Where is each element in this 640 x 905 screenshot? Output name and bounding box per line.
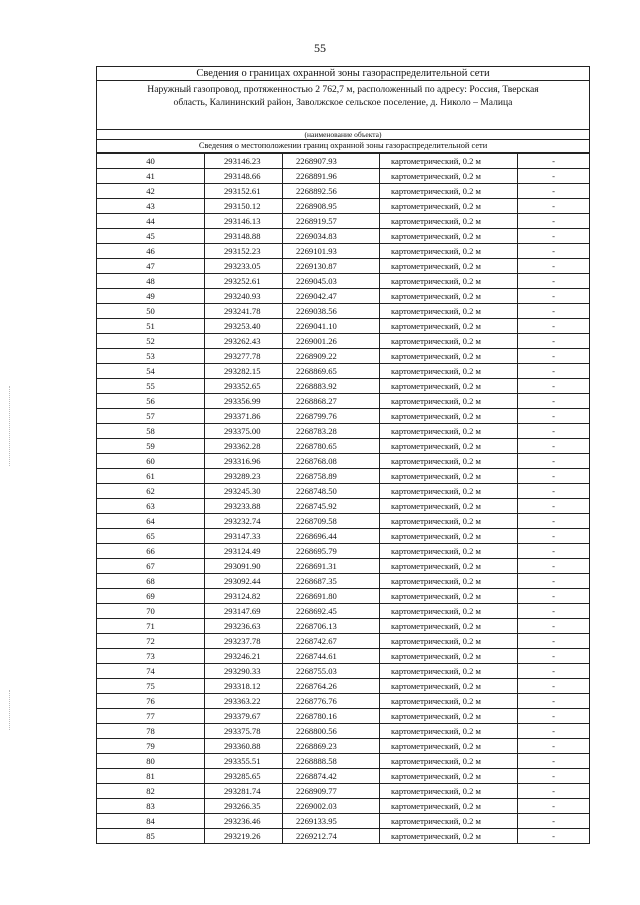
method-cell: картометрический, 0.2 м (380, 364, 518, 379)
y-coordinate-cell: 2268868.27 (283, 394, 380, 409)
point-number-cell: 82 (97, 784, 205, 799)
extra-cell: - (518, 304, 590, 319)
y-coordinate-cell: 2268758.89 (283, 469, 380, 484)
x-coordinate-cell: 293360.88 (205, 739, 283, 754)
method-cell: картометрический, 0.2 м (380, 814, 518, 829)
method-cell: картометрический, 0.2 м (380, 589, 518, 604)
extra-cell: - (518, 514, 590, 529)
x-coordinate-cell: 293252.61 (205, 274, 283, 289)
x-coordinate-cell: 293237.78 (205, 634, 283, 649)
y-coordinate-cell: 2268696.44 (283, 529, 380, 544)
x-coordinate-cell: 293147.69 (205, 604, 283, 619)
table-row (97, 559, 589, 574)
y-coordinate-cell: 2268755.03 (283, 664, 380, 679)
method-cell: картометрический, 0.2 м (380, 514, 518, 529)
x-coordinate-cell: 293290.33 (205, 664, 283, 679)
y-coordinate-cell: 2268909.22 (283, 349, 380, 364)
table-row (97, 814, 589, 829)
point-number-cell: 46 (97, 244, 205, 259)
spacer (97, 117, 589, 129)
y-coordinate-cell: 2269130.87 (283, 259, 380, 274)
x-coordinate-cell: 293124.82 (205, 589, 283, 604)
extra-cell: - (518, 349, 590, 364)
table-row (97, 394, 589, 409)
table-row (97, 769, 589, 784)
point-number-cell: 72 (97, 634, 205, 649)
x-coordinate-cell: 293285.65 (205, 769, 283, 784)
extra-cell: - (518, 379, 590, 394)
table-row (97, 244, 589, 259)
y-coordinate-cell: 2268891.96 (283, 169, 380, 184)
x-coordinate-cell: 293352.65 (205, 379, 283, 394)
extra-cell: - (518, 649, 590, 664)
table-row (97, 724, 589, 739)
method-cell: картометрический, 0.2 м (380, 319, 518, 334)
extra-cell: - (518, 169, 590, 184)
extra-cell: - (518, 199, 590, 214)
point-number-cell: 55 (97, 379, 205, 394)
y-coordinate-cell: 2268909.77 (283, 784, 380, 799)
y-coordinate-cell: 2268709.58 (283, 514, 380, 529)
x-coordinate-cell: 293363.22 (205, 694, 283, 709)
x-coordinate-cell: 293356.99 (205, 394, 283, 409)
table-row (97, 694, 589, 709)
boundary-document (96, 66, 590, 844)
table-row (97, 529, 589, 544)
table-row (97, 184, 589, 199)
table-row (97, 454, 589, 469)
method-cell: картометрический, 0.2 м (380, 424, 518, 439)
table-row (97, 754, 589, 769)
table-row (97, 439, 589, 454)
point-number-cell: 63 (97, 499, 205, 514)
table-row (97, 574, 589, 589)
x-coordinate-cell: 293375.78 (205, 724, 283, 739)
x-coordinate-cell: 293092.44 (205, 574, 283, 589)
extra-cell: - (518, 364, 590, 379)
method-cell: картометрический, 0.2 м (380, 484, 518, 499)
point-number-cell: 81 (97, 769, 205, 784)
table-row (97, 259, 589, 274)
object-caption: (наименование объекта) (97, 129, 589, 140)
table-row (97, 484, 589, 499)
table-row (97, 664, 589, 679)
object-description-line: Наружный газопровод, протяженностью 2 762,7 м, расположенный по адресу: Россия, Тверская (147, 84, 539, 95)
extra-cell: - (518, 634, 590, 649)
table-row (97, 514, 589, 529)
x-coordinate-cell: 293362.28 (205, 439, 283, 454)
method-cell: картометрический, 0.2 м (380, 679, 518, 694)
table-row (97, 274, 589, 289)
table-row (97, 829, 589, 844)
point-number-cell: 75 (97, 679, 205, 694)
extra-cell: - (518, 619, 590, 634)
method-cell: картометрический, 0.2 м (380, 559, 518, 574)
extra-cell: - (518, 409, 590, 424)
extra-cell: - (518, 394, 590, 409)
x-coordinate-cell: 293150.12 (205, 199, 283, 214)
table-row (97, 334, 589, 349)
point-number-cell: 67 (97, 559, 205, 574)
point-number-cell: 47 (97, 259, 205, 274)
table-row (97, 199, 589, 214)
table-row (97, 424, 589, 439)
method-cell: картометрический, 0.2 м (380, 529, 518, 544)
y-coordinate-cell: 2268764.26 (283, 679, 380, 694)
method-cell: картометрический, 0.2 м (380, 169, 518, 184)
extra-cell: - (518, 544, 590, 559)
x-coordinate-cell: 293246.21 (205, 649, 283, 664)
extra-cell: - (518, 769, 590, 784)
y-coordinate-cell: 2268799.76 (283, 409, 380, 424)
extra-cell: - (518, 784, 590, 799)
table-row (97, 679, 589, 694)
point-number-cell: 42 (97, 184, 205, 199)
x-coordinate-cell: 293375.00 (205, 424, 283, 439)
method-cell: картометрический, 0.2 м (380, 154, 518, 169)
point-number-cell: 74 (97, 664, 205, 679)
y-coordinate-cell: 2268691.31 (283, 559, 380, 574)
extra-cell: - (518, 799, 590, 814)
table-row (97, 634, 589, 649)
extra-cell: - (518, 574, 590, 589)
extra-cell: - (518, 274, 590, 289)
x-coordinate-cell: 293146.23 (205, 154, 283, 169)
y-coordinate-cell: 2268874.42 (283, 769, 380, 784)
table-row (97, 589, 589, 604)
extra-cell: - (518, 529, 590, 544)
table-row (97, 289, 589, 304)
point-number-cell: 73 (97, 649, 205, 664)
method-cell: картометрический, 0.2 м (380, 334, 518, 349)
y-coordinate-cell: 2268768.08 (283, 454, 380, 469)
point-number-cell: 77 (97, 709, 205, 724)
scan-margin-mark (9, 386, 11, 466)
x-coordinate-cell: 293355.51 (205, 754, 283, 769)
table-row (97, 379, 589, 394)
x-coordinate-cell: 293316.96 (205, 454, 283, 469)
extra-cell: - (518, 814, 590, 829)
y-coordinate-cell: 2268742.67 (283, 634, 380, 649)
method-cell: картометрический, 0.2 м (380, 649, 518, 664)
method-cell: картометрический, 0.2 м (380, 499, 518, 514)
extra-cell: - (518, 229, 590, 244)
table-row (97, 499, 589, 514)
y-coordinate-cell: 2268706.13 (283, 619, 380, 634)
method-cell: картометрический, 0.2 м (380, 379, 518, 394)
y-coordinate-cell: 2268908.95 (283, 199, 380, 214)
point-number-cell: 60 (97, 454, 205, 469)
extra-cell: - (518, 319, 590, 334)
point-number-cell: 56 (97, 394, 205, 409)
table-row (97, 799, 589, 814)
y-coordinate-cell: 2269038.56 (283, 304, 380, 319)
y-coordinate-cell: 2268776.76 (283, 694, 380, 709)
method-cell: картометрический, 0.2 м (380, 829, 518, 844)
point-number-cell: 71 (97, 619, 205, 634)
point-number-cell: 68 (97, 574, 205, 589)
table-row (97, 364, 589, 379)
x-coordinate-cell: 293148.66 (205, 169, 283, 184)
point-number-cell: 45 (97, 229, 205, 244)
method-cell: картометрический, 0.2 м (380, 454, 518, 469)
point-number-cell: 70 (97, 604, 205, 619)
x-coordinate-cell: 293147.33 (205, 529, 283, 544)
point-number-cell: 51 (97, 319, 205, 334)
y-coordinate-cell: 2268691.80 (283, 589, 380, 604)
extra-cell: - (518, 589, 590, 604)
x-coordinate-cell: 293236.63 (205, 619, 283, 634)
y-coordinate-cell: 2268919.57 (283, 214, 380, 229)
method-cell: картометрический, 0.2 м (380, 604, 518, 619)
point-number-cell: 76 (97, 694, 205, 709)
method-cell: картометрический, 0.2 м (380, 244, 518, 259)
table-row (97, 409, 589, 424)
table-row (97, 709, 589, 724)
extra-cell: - (518, 424, 590, 439)
y-coordinate-cell: 2268692.45 (283, 604, 380, 619)
point-number-cell: 53 (97, 349, 205, 364)
extra-cell: - (518, 484, 590, 499)
method-cell: картометрический, 0.2 м (380, 469, 518, 484)
method-cell: картометрический, 0.2 м (380, 574, 518, 589)
method-cell: картометрический, 0.2 м (380, 784, 518, 799)
point-number-cell: 85 (97, 829, 205, 844)
method-cell: картометрический, 0.2 м (380, 694, 518, 709)
point-number-cell: 52 (97, 334, 205, 349)
point-number-cell: 61 (97, 469, 205, 484)
point-number-cell: 80 (97, 754, 205, 769)
method-cell: картометрический, 0.2 м (380, 289, 518, 304)
x-coordinate-cell: 293232.74 (205, 514, 283, 529)
extra-cell: - (518, 559, 590, 574)
extra-cell: - (518, 454, 590, 469)
y-coordinate-cell: 2268892.56 (283, 184, 380, 199)
extra-cell: - (518, 334, 590, 349)
section-title: Сведения о местоположении границ охранной зоны газораспределительной сети (97, 140, 589, 153)
method-cell: картометрический, 0.2 м (380, 634, 518, 649)
page-number: 55 (314, 41, 326, 55)
extra-cell: - (518, 244, 590, 259)
x-coordinate-cell: 293152.61 (205, 184, 283, 199)
scan-margin-mark (9, 690, 11, 730)
x-coordinate-cell: 293245.30 (205, 484, 283, 499)
y-coordinate-cell: 2269002.03 (283, 799, 380, 814)
x-coordinate-cell: 293281.74 (205, 784, 283, 799)
extra-cell: - (518, 259, 590, 274)
extra-cell: - (518, 469, 590, 484)
point-number-cell: 69 (97, 589, 205, 604)
x-coordinate-cell: 293379.67 (205, 709, 283, 724)
point-number-cell: 59 (97, 439, 205, 454)
point-number-cell: 58 (97, 424, 205, 439)
table-row (97, 784, 589, 799)
object-description-line: область, Калининский район, Заволжское сельское поселение, д. Николо – Малица (173, 97, 513, 108)
x-coordinate-cell: 293233.88 (205, 499, 283, 514)
document-title: Сведения о границах охранной зоны газораспределительной сети (97, 67, 589, 81)
method-cell: картометрический, 0.2 м (380, 619, 518, 634)
y-coordinate-cell: 2269212.74 (283, 829, 380, 844)
extra-cell: - (518, 679, 590, 694)
x-coordinate-cell: 293233.05 (205, 259, 283, 274)
point-number-cell: 54 (97, 364, 205, 379)
table-row (97, 154, 589, 169)
x-coordinate-cell: 293236.46 (205, 814, 283, 829)
y-coordinate-cell: 2269041.10 (283, 319, 380, 334)
point-number-cell: 49 (97, 289, 205, 304)
point-number-cell: 84 (97, 814, 205, 829)
method-cell: картометрический, 0.2 м (380, 349, 518, 364)
point-number-cell: 57 (97, 409, 205, 424)
x-coordinate-cell: 293318.12 (205, 679, 283, 694)
method-cell: картометрический, 0.2 м (380, 259, 518, 274)
x-coordinate-cell: 293219.26 (205, 829, 283, 844)
x-coordinate-cell: 293148.88 (205, 229, 283, 244)
point-number-cell: 66 (97, 544, 205, 559)
y-coordinate-cell: 2268783.28 (283, 424, 380, 439)
point-number-cell: 79 (97, 739, 205, 754)
x-coordinate-cell: 293241.78 (205, 304, 283, 319)
method-cell: картометрический, 0.2 м (380, 214, 518, 229)
x-coordinate-cell: 293266.35 (205, 799, 283, 814)
x-coordinate-cell: 293253.40 (205, 319, 283, 334)
y-coordinate-cell: 2268745.92 (283, 499, 380, 514)
y-coordinate-cell: 2269042.47 (283, 289, 380, 304)
point-number-cell: 41 (97, 169, 205, 184)
point-number-cell: 62 (97, 484, 205, 499)
method-cell: картометрический, 0.2 м (380, 199, 518, 214)
point-number-cell: 50 (97, 304, 205, 319)
method-cell: картометрический, 0.2 м (380, 184, 518, 199)
method-cell: картометрический, 0.2 м (380, 799, 518, 814)
method-cell: картометрический, 0.2 м (380, 664, 518, 679)
table-row (97, 214, 589, 229)
table-row (97, 169, 589, 184)
extra-cell: - (518, 154, 590, 169)
point-number-cell: 40 (97, 154, 205, 169)
table-row (97, 544, 589, 559)
point-number-cell: 78 (97, 724, 205, 739)
coordinates-table (97, 153, 589, 843)
method-cell: картометрический, 0.2 м (380, 544, 518, 559)
y-coordinate-cell: 2268883.92 (283, 379, 380, 394)
extra-cell: - (518, 664, 590, 679)
y-coordinate-cell: 2268744.61 (283, 649, 380, 664)
y-coordinate-cell: 2269045.03 (283, 274, 380, 289)
object-description (97, 81, 589, 117)
extra-cell: - (518, 739, 590, 754)
point-number-cell: 83 (97, 799, 205, 814)
y-coordinate-cell: 2269133.95 (283, 814, 380, 829)
x-coordinate-cell: 293124.49 (205, 544, 283, 559)
extra-cell: - (518, 709, 590, 724)
x-coordinate-cell: 293282.15 (205, 364, 283, 379)
table-row (97, 604, 589, 619)
method-cell: картометрический, 0.2 м (380, 394, 518, 409)
point-number-cell: 44 (97, 214, 205, 229)
method-cell: картометрический, 0.2 м (380, 229, 518, 244)
extra-cell: - (518, 214, 590, 229)
method-cell: картометрический, 0.2 м (380, 754, 518, 769)
extra-cell: - (518, 289, 590, 304)
x-coordinate-cell: 293277.78 (205, 349, 283, 364)
extra-cell: - (518, 724, 590, 739)
point-number-cell: 43 (97, 199, 205, 214)
extra-cell: - (518, 604, 590, 619)
y-coordinate-cell: 2268869.23 (283, 739, 380, 754)
y-coordinate-cell: 2268780.16 (283, 709, 380, 724)
x-coordinate-cell: 293289.23 (205, 469, 283, 484)
method-cell: картометрический, 0.2 м (380, 409, 518, 424)
table-row (97, 304, 589, 319)
table-row (97, 319, 589, 334)
y-coordinate-cell: 2268888.58 (283, 754, 380, 769)
point-number-cell: 48 (97, 274, 205, 289)
method-cell: картометрический, 0.2 м (380, 439, 518, 454)
extra-cell: - (518, 439, 590, 454)
x-coordinate-cell: 293091.90 (205, 559, 283, 574)
table-row (97, 469, 589, 484)
y-coordinate-cell: 2269001.26 (283, 334, 380, 349)
method-cell: картометрический, 0.2 м (380, 709, 518, 724)
extra-cell: - (518, 694, 590, 709)
x-coordinate-cell: 293240.93 (205, 289, 283, 304)
method-cell: картометрический, 0.2 м (380, 304, 518, 319)
method-cell: картометрический, 0.2 м (380, 724, 518, 739)
y-coordinate-cell: 2268800.56 (283, 724, 380, 739)
y-coordinate-cell: 2268780.65 (283, 439, 380, 454)
point-number-cell: 65 (97, 529, 205, 544)
x-coordinate-cell: 293152.23 (205, 244, 283, 259)
method-cell: картометрический, 0.2 м (380, 739, 518, 754)
y-coordinate-cell: 2268748.50 (283, 484, 380, 499)
extra-cell: - (518, 829, 590, 844)
table-row (97, 349, 589, 364)
y-coordinate-cell: 2268907.93 (283, 154, 380, 169)
y-coordinate-cell: 2269101.93 (283, 244, 380, 259)
table-row (97, 619, 589, 634)
table-row (97, 649, 589, 664)
x-coordinate-cell: 293262.43 (205, 334, 283, 349)
extra-cell: - (518, 499, 590, 514)
method-cell: картометрический, 0.2 м (380, 769, 518, 784)
y-coordinate-cell: 2268687.35 (283, 574, 380, 589)
method-cell: картометрический, 0.2 м (380, 274, 518, 289)
x-coordinate-cell: 293371.86 (205, 409, 283, 424)
point-number-cell: 64 (97, 514, 205, 529)
table-row (97, 739, 589, 754)
y-coordinate-cell: 2268695.79 (283, 544, 380, 559)
y-coordinate-cell: 2268869.65 (283, 364, 380, 379)
x-coordinate-cell: 293146.13 (205, 214, 283, 229)
extra-cell: - (518, 754, 590, 769)
extra-cell: - (518, 184, 590, 199)
table-row (97, 229, 589, 244)
y-coordinate-cell: 2269034.83 (283, 229, 380, 244)
